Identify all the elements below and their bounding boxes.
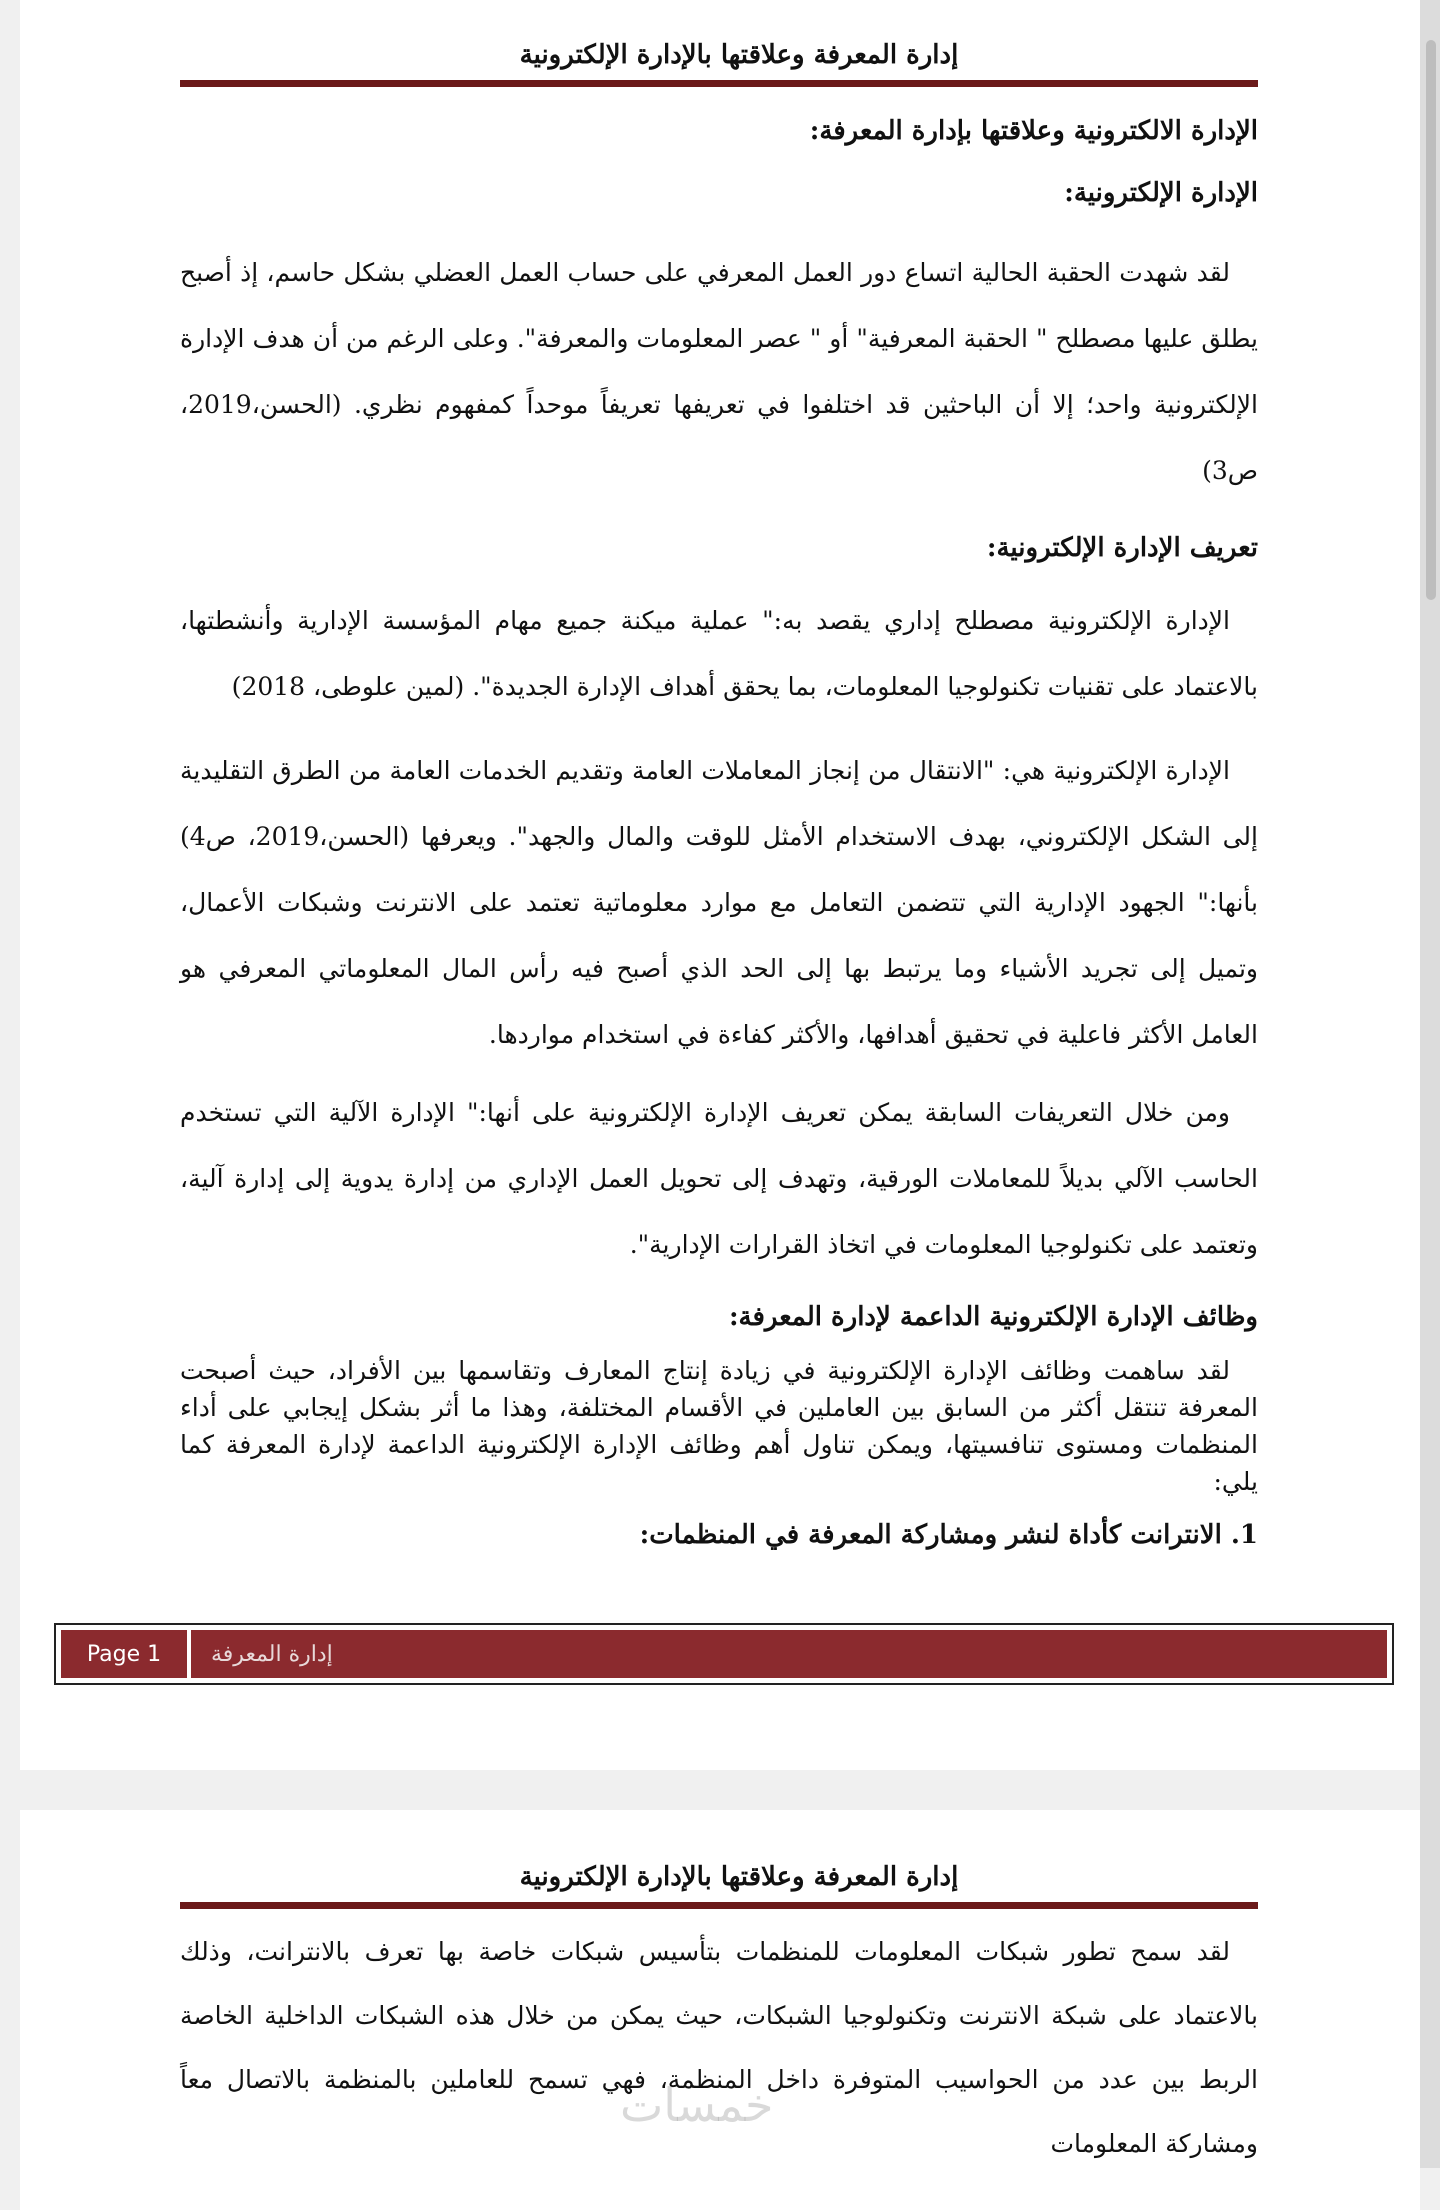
watermark: خمسات — [620, 2078, 774, 2132]
scrollbar-thumb[interactable] — [1426, 40, 1436, 600]
page-footer — [54, 1623, 1394, 1685]
paragraph-1: لقد شهدت الحقبة الحالية اتساع دور العمل المعرفي على حساب العمل العضلي بشكل حاسم، إذ أصبح يطلق عليها مصطلح " الحقبة المعرفية" أو " عصر المعلومات والمعرفة". وعلى الرغم من أن هدف الإدارة الإلكترونية واحد؛ إلا أن الباحثين قد اختلفوا في تعريفها تعريفاً موحداً كمفهوم نظري. (الحسن،2019، ص3) — [180, 258, 1258, 485]
page-2-paragraph-1: لقد سمح تطور شبكات المعلومات للمنظمات بتأسيس شبكات خاصة بها تعرف بالانترانت، وذلك بالاعتماد على شبكة الانترنت وتكنولوجيا الشبكات، حيث يمكن من خلال هذه الشبكات الداخلية الخاصة الربط بين عدد من الحواسيب المتوفرة داخل المنظمة، فهي تسمح للعاملين بالمنظمة بالاتصال معاً ومشاركة المعلومات — [180, 1937, 1258, 2158]
heading-sub: الإدارة الإلكترونية: — [1064, 178, 1258, 208]
running-header: إدارة المعرفة وعلاقتها بالإدارة الإلكترونية — [519, 40, 959, 70]
footer-title: إدارة المعرفة — [211, 1641, 333, 1667]
page-1-content — [180, 116, 1258, 1550]
footer-band — [60, 1629, 1388, 1679]
numbered-item-1: 1. الانترانت كأداة لنشر ومشاركة المعرفة في المنظمات: — [639, 1520, 1258, 1550]
paragraph-3: الإدارة الإلكترونية هي: "الانتقال من إنجاز المعاملات العامة وتقديم الخدمات العامة من الطرق التقليدية إلى الشكل الإلكتروني، بهدف الاستخدام الأمثل للوقت والمال والجهد". ويعرفها (الحسن،2019، ص4) بأنها:" الجهود الإدارية التي تتضمن التعامل مع موارد معلوماتية تعتمد على الانترنت وشبكات الأعمال، وتميل إلى تجريد الأشياء وما يرتبط بها إلى الحد الذي أصبح فيه رأس المال المعلوماتي المعرفي هو العامل الأكثر فاعلية في تحقيق أهدافها، والأكثر كفاءة في استخدام مواردها. — [180, 756, 1258, 1049]
paragraph-2: الإدارة الإلكترونية مصطلح إداري يقصد به:" عملية ميكنة جميع مهام المؤسسة الإدارية وأنشطتها، بالاعتماد على تقنيات تكنولوجيا المعلومات، بما يحقق أهداف الإدارة الجديدة". (لمين علوطى، 2018) — [180, 606, 1258, 701]
header-rule — [180, 80, 1258, 87]
heading-main: الإدارة الالكترونية وعلاقتها بإدارة المعرفة: — [809, 116, 1258, 146]
footer-page-number: Page 1 — [61, 1630, 191, 1678]
document-page-1 — [20, 0, 1420, 1770]
paragraph-5: لقد ساهمت وظائف الإدارة الإلكترونية في زيادة إنتاج المعارف وتقاسمها بين الأفراد، حيث أصبحت المعرفة تنتقل أكثر من السابق بين العاملين في الأقسام المختلفة، وهذا ما أثر بشكل إيجابي على أداء المنظمات ومستوى تنافسيتها، ويمكن تناول أهم وظائف الإدارة الإلكترونية الداعمة لإدارة المعرفة كما يلي: — [180, 1356, 1258, 1496]
vertical-scrollbar[interactable] — [1420, 0, 1440, 2168]
heading-definition: تعريف الإدارة الإلكترونية: — [986, 533, 1258, 563]
page-2-content — [180, 1920, 1258, 2176]
document-page-2 — [20, 1810, 1420, 2210]
header-rule-page-2 — [180, 1902, 1258, 1909]
paragraph-4: ومن خلال التعريفات السابقة يمكن تعريف الإدارة الإلكترونية على أنها:" الإدارة الآلية التي تستخدم الحاسب الآلي بديلاً للمعاملات الورقية، وتهدف إلى تحويل العمل الإداري من إدارة يدوية إلى إدارة آلية، وتعتمد على تكنولوجيا المعلومات في اتخاذ القرارات الإدارية". — [180, 1098, 1258, 1259]
heading-functions: وظائف الإدارة الإلكترونية الداعمة لإدارة المعرفة: — [728, 1302, 1258, 1332]
running-header-page-2: إدارة المعرفة وعلاقتها بالإدارة الإلكترونية — [519, 1862, 959, 1892]
